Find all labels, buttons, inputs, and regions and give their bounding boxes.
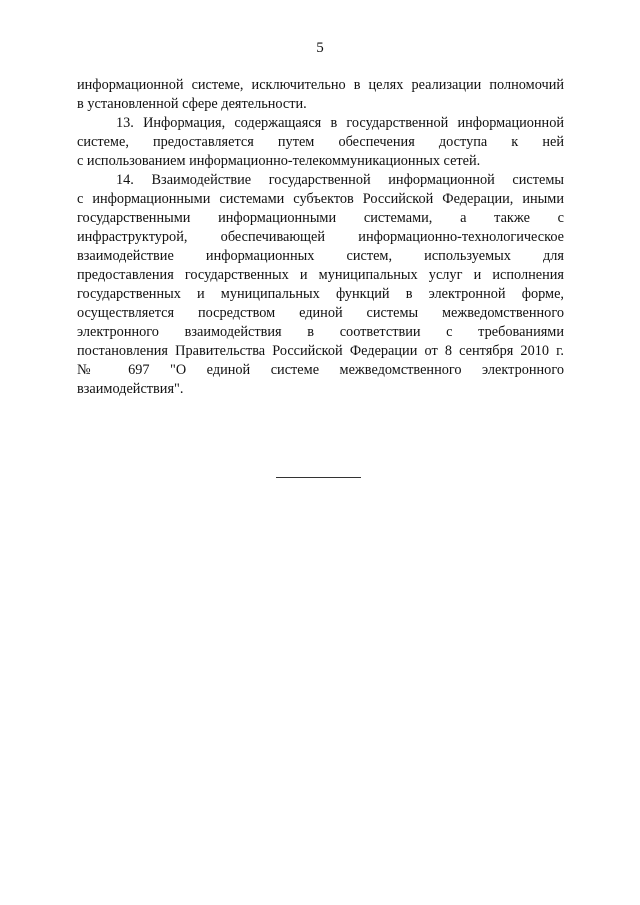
- text-line: информационной системе, исключительно в целях реализации полномочий: [77, 77, 564, 93]
- document-body: [77, 76, 564, 399]
- text-line: постановления Правительства Российской Федерации от 8 сентября 2010 г.: [77, 343, 564, 359]
- text-line: осуществляется посредством единой системы межведомственного: [77, 305, 564, 321]
- page-number: 5: [316, 40, 324, 56]
- end-of-document-rule: [276, 477, 361, 478]
- text-line: с использованием информационно-телекоммуникационных сетей.: [77, 153, 481, 169]
- text-line: 14. Взаимодействие государственной информационной системы: [116, 172, 564, 188]
- text-line: системе, предоставляется путем обеспечения доступа к ней: [77, 134, 564, 150]
- text-line: государственных и муниципальных функций в электронной форме,: [77, 286, 564, 302]
- text-line: 13. Информация, содержащаяся в государственной информационной: [116, 115, 564, 131]
- paragraph-continuation: [77, 76, 564, 114]
- text-line: № 697 "О единой системе межведомственного электронного: [77, 362, 564, 378]
- text-line: в установленной сфере деятельности.: [77, 96, 307, 112]
- text-line: государственными информационными системами, а также с: [77, 210, 564, 226]
- text-line: взаимодействие информационных систем, используемых для: [77, 248, 564, 264]
- text-line: электронного взаимодействия в соответствии с требованиями: [77, 324, 564, 340]
- text-line: взаимодействия".: [77, 381, 184, 397]
- text-line: предоставления государственных и муниципальных услуг и исполнения: [77, 267, 564, 283]
- paragraph-14: [77, 171, 564, 399]
- text-line: инфраструктурой, обеспечивающей информационно-технологическое: [77, 229, 564, 245]
- text-line: с информационными системами субъектов Российской Федерации, иными: [77, 191, 564, 207]
- paragraph-13: [77, 114, 564, 171]
